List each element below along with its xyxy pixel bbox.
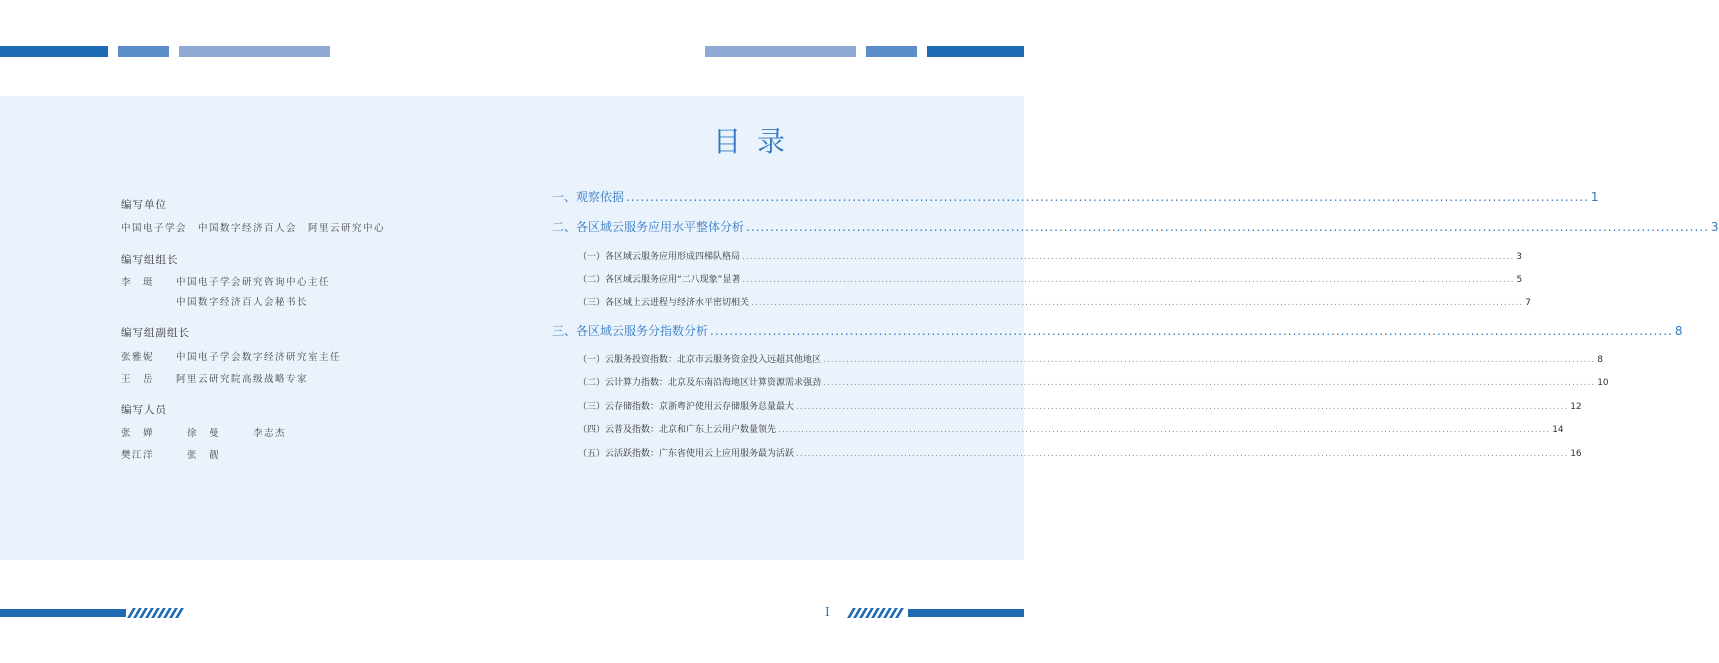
toc-title: 目录: [713, 125, 802, 158]
credits-line: 樊江洋 张 靓: [121, 450, 221, 461]
toc-entry-page: 3: [1516, 252, 1522, 262]
toc-leader-dots: ........................................................................................................................................................................................................: [746, 220, 1709, 234]
toc-leader-dots: ........................................................................................................................................................................................................: [742, 275, 1515, 285]
credits-line: 中国电子学会 中国数字经济百人会 阿里云研究中心: [121, 223, 386, 234]
credits-line: 李 珽 中国电子学会研究咨询中心主任: [121, 277, 331, 288]
toc-leader-dots: ........................................................................................................................................................................................................: [796, 402, 1569, 412]
toc-entry-label: （五）云活跃指数：广东省使用云上应用服务最为活跃: [578, 449, 795, 459]
toc-entry-label: （一）各区域云服务应用形成四梯队格局: [578, 252, 741, 262]
toc-entry-label: （一）云服务投资指数：北京市云服务资金投入远超其他地区: [578, 355, 822, 365]
credits-line: 张雅妮 中国电子学会数字经济研究室主任: [121, 352, 342, 363]
toc-entry-label: （二）各区域云服务应用“二八现象”显著: [578, 275, 741, 285]
toc-entry-main[interactable]: [552, 188, 1599, 205]
toc-entry-sub[interactable]: [578, 375, 1609, 388]
toc-entry-label: （三）云存储指数：京浙粤沪使用云存储服务总量最大: [578, 402, 795, 412]
credits-line: 张 婵 徐 曼 李志杰: [121, 428, 287, 439]
bottom-bar-left: [0, 609, 126, 617]
toc-entry-page: 16: [1570, 449, 1582, 459]
toc-entry-page: 1: [1590, 190, 1599, 204]
toc-entry-sub[interactable]: [578, 272, 1523, 285]
toc-entry-label: 二、各区域云服务应用水平整体分析: [552, 220, 745, 234]
bottom-bar-right: [908, 609, 1024, 617]
toc-entry-label: （三）各区域上云进程与经济水平密切相关: [578, 298, 750, 308]
toc-leader-dots: ........................................................................................................................................................................................................: [626, 190, 1589, 204]
toc-leader-dots: ........................................................................................................................................................................................................: [742, 252, 1515, 262]
toc-entry-label: 一、观察依据: [552, 190, 625, 204]
section-title-deputy: 编写组副组长: [121, 327, 190, 339]
top-bar-left-light: [179, 46, 330, 57]
toc-entry-page: 12: [1570, 402, 1582, 412]
slash-decoration-left: [130, 608, 181, 618]
slash-decoration-right: [850, 608, 901, 618]
section-title-unit: 编写单位: [121, 199, 167, 211]
toc-entry-sub[interactable]: [578, 399, 1582, 412]
top-bar-left-dark: [0, 46, 108, 57]
toc-entry-page: 8: [1597, 355, 1603, 365]
toc-entry-page: 14: [1552, 425, 1564, 435]
toc-entry-page: 8: [1674, 324, 1683, 338]
toc-leader-dots: ........................................................................................................................................................................................................: [823, 355, 1596, 365]
toc-entry-main[interactable]: [552, 218, 1719, 235]
toc-leader-dots: ........................................................................................................................................................................................................: [796, 449, 1569, 459]
credits-line: 中国数字经济百人会秘书长: [121, 297, 309, 308]
top-bar-right-dark: [927, 46, 1024, 57]
toc-leader-dots: ........................................................................................................................................................................................................: [823, 378, 1596, 388]
toc-entry-sub[interactable]: [578, 295, 1531, 308]
section-title-leader: 编写组组长: [121, 254, 179, 266]
toc-entry-label: （四）云普及指数：北京和广东上云用户数量领先: [578, 425, 777, 435]
toc-leader-dots: ........................................................................................................................................................................................................: [751, 298, 1524, 308]
toc-entry-page: 10: [1597, 378, 1609, 388]
toc-entry-page: 3: [1710, 220, 1719, 234]
toc-entry-page: 5: [1516, 275, 1523, 285]
content-panel: [0, 96, 1719, 560]
section-title-writers: 编写人员: [121, 404, 167, 416]
toc-entry-label: 三、各区域云服务分指数分析: [552, 324, 709, 338]
toc-entry-sub[interactable]: [578, 446, 1582, 459]
page-number: I: [825, 605, 830, 619]
toc-entry-sub[interactable]: [578, 352, 1603, 365]
toc-entry-label: （二）云计算力指数：北京及东南沿海地区计算资源需求强劲: [578, 378, 822, 388]
top-bar-right-light: [705, 46, 856, 57]
top-bar-left-mid: [118, 46, 169, 57]
toc-entry-sub[interactable]: [578, 422, 1564, 435]
credits-line: 王 岳 阿里云研究院高级战略专家: [121, 374, 309, 385]
toc-leader-dots: ........................................................................................................................................................................................................: [710, 324, 1673, 338]
toc-entry-sub[interactable]: [578, 249, 1522, 262]
top-bar-right-mid: [866, 46, 917, 57]
toc-entry-main[interactable]: [552, 322, 1683, 339]
toc-leader-dots: ........................................................................................................................................................................................................: [778, 425, 1551, 435]
toc-entry-page: 7: [1525, 298, 1531, 308]
